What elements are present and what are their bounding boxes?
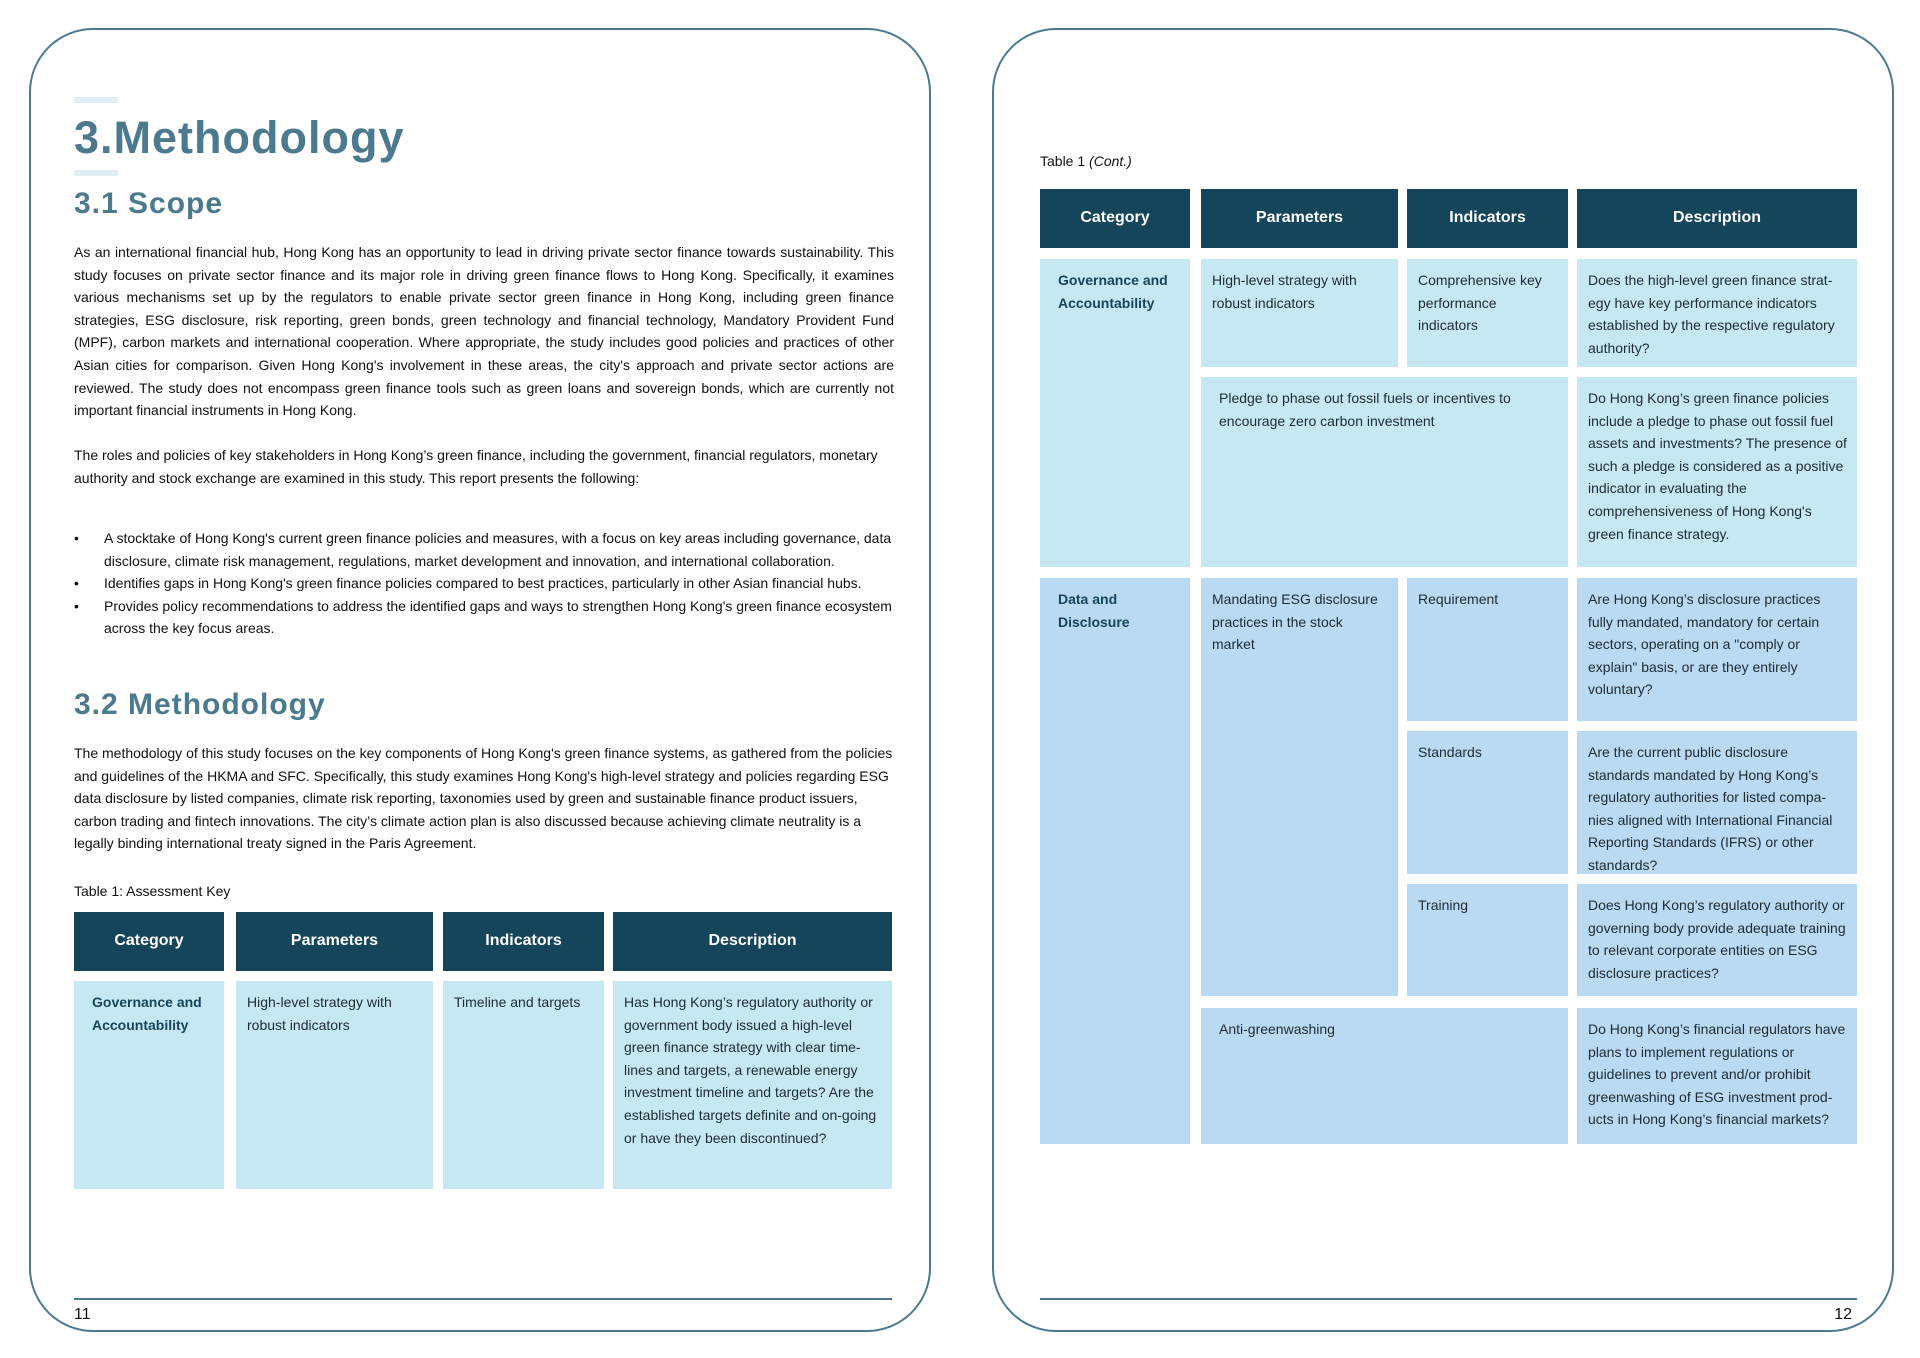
footer-rule	[74, 1298, 892, 1300]
scope-paragraph-2: The roles and policies of key stakeholders in Hong Kong’s green finance, including the government, financial regulators, monetary authority and stock exchange are examined in this study. This report presents the following:	[74, 447, 878, 486]
table-header-parameters: Parameters	[1201, 189, 1398, 248]
table-cell-indicator: Requirement	[1407, 578, 1568, 721]
table-header-description: Description	[613, 912, 892, 971]
list-item: • Identifies gaps in Hong Kong's green finance policies compared to best practices, particularly in other Asian financial hubs.	[74, 572, 894, 595]
table-cell-category: Governance and Accountability	[74, 981, 224, 1189]
table-header-category: Category	[1040, 189, 1190, 248]
table-cell-indicator: Comprehensive key performance indicators	[1407, 259, 1568, 367]
footer-rule	[1040, 1298, 1857, 1300]
page-number: 11	[74, 1306, 91, 1323]
list-item: • Provides policy recommendations to address the identified gaps and ways to strengthen Hong Kong's green finance ecosystem across the key focus areas.	[74, 595, 894, 640]
table-cell-indicator: Training	[1407, 884, 1568, 996]
table-caption-text: Table 1	[1040, 153, 1090, 169]
list-item: • A stocktake of Hong Kong's current green finance policies and measures, with a focus on key areas including governance, data disclosure, climate risk management, regulations, market development and innovation, and international collaboration.	[74, 527, 894, 572]
table-cell-description: Are Hong Kong’s disclosure practices fully mandated, mandatory for certain sectors, operating on a "comply or explain" basis, or are they entirely voluntary?	[1577, 578, 1857, 721]
table-header-description: Description	[1577, 189, 1857, 248]
table-caption-cont: (Cont.)	[1089, 153, 1132, 169]
table-header-indicators: Indicators	[443, 912, 604, 971]
table-cell-description: Do Hong Kong’s financial regulators have plans to implement regulations or guidelines to prevent and/or prohibit greenwashing of ESG investment prod-ucts in Hong Kong’s financial markets?	[1577, 1008, 1857, 1144]
table-cell-description: Does the high-level green finance strat-egy have key performance indicators established by the respective regulatory authority?	[1577, 259, 1857, 367]
table-caption	[1040, 153, 1132, 169]
section-title: 3.Methodology	[74, 112, 405, 163]
table-cell-indicator: Standards	[1407, 731, 1568, 874]
table-cell-category-governance: Governance and Accountability	[1040, 259, 1190, 567]
table-header-indicators: Indicators	[1407, 189, 1568, 248]
table-cell-parameter-merged: Pledge to phase out fossil fuels or incentives to encourage zero carbon investment	[1201, 377, 1568, 567]
title-accent-top	[74, 97, 118, 103]
page-right	[992, 28, 1894, 1332]
table-cell-description: Has Hong Kong’s regulatory authority or government body issued a high-level green finance strategy with clear time-lines and targets, a renewable energy investment timeline and targets? Are the established targets definite and on-going or have they been discontinued?	[613, 981, 892, 1189]
table-cell-parameter: High-level strategy with robust indicators	[236, 981, 433, 1189]
findings-list	[74, 527, 894, 640]
table-cell-description: Are the current public disclosure standards mandated by Hong Kong’s regulatory authorities for listed compa-nies aligned with International Financial Reporting Standards (IFRS) or other standards?	[1577, 731, 1857, 874]
title-accent-bottom	[74, 170, 118, 176]
table-header-category: Category	[74, 912, 224, 971]
scope-paragraph-1: As an international financial hub, Hong Kong has an opportunity to lead in driving private sector finance towards sustainability. This study focuses on private sector finance and its major role in driving green finance flows to Hong Kong. Specifically, it examines various mechanisms set up by the regulators to enable private sector green finance in Hong Kong, including green finance strategies, ESG disclosure, risk reporting, green bonds, green technology and financial technology, Mandatory Provident Fund (MPF), carbon markets and international cooperation. Where appropriate, the study includes good policies and practices of other Asian cities for comparison. Given Hong Kong's involvement in these areas, the city's approach and private sector actions are reviewed. The study does not encompass green finance tools such as green loans and sovereign bonds, which are currently not important financial instruments in Hong Kong.	[74, 244, 894, 419]
page-left	[29, 28, 931, 1332]
table-cell-parameter: High-level strategy with robust indicators	[1201, 259, 1398, 367]
scope-heading: 3.1 Scope	[74, 187, 224, 220]
table-cell-category-data: Data and Disclosure	[1040, 578, 1190, 1144]
table-cell-indicator: Timeline and targets	[443, 981, 604, 1189]
table-caption: Table 1: Assessment Key	[74, 883, 231, 899]
table-cell-description: Does Hong Kong’s regulatory authority or governing body provide adequate training to relevant corporate entities on ESG disclosure practices?	[1577, 884, 1857, 996]
table-cell-parameter-merged: Anti-greenwashing	[1201, 1008, 1568, 1144]
methodology-heading: 3.2 Methodology	[74, 688, 326, 721]
table-cell-parameter: Mandating ESG disclosure practices in the stock market	[1201, 578, 1398, 996]
table-cell-description: Do Hong Kong’s green finance policies include a pledge to phase out fossil fuel assets and investments? The presence of such a pledge is considered as a positive indicator in evaluating the comprehensiveness of Hong Kong's green finance strategy.	[1577, 377, 1857, 567]
page-number: 12	[1834, 1306, 1852, 1323]
methodology-paragraph: The methodology of this study focuses on the key components of Hong Kong's green finance systems, as gathered from the policies and guidelines of the HKMA and SFC. Specifically, this study examines Hong Kong's high-level strategy and policies regarding ESG data disclosure by listed companies, climate risk reporting, taxonomies used by green and sustainable finance product issuers, carbon trading and fintech innovations. The city’s climate action plan is also discussed because achieving climate neutrality is a legally binding international treaty signed in the Paris Agreement.	[74, 745, 893, 852]
table-header-parameters: Parameters	[236, 912, 433, 971]
